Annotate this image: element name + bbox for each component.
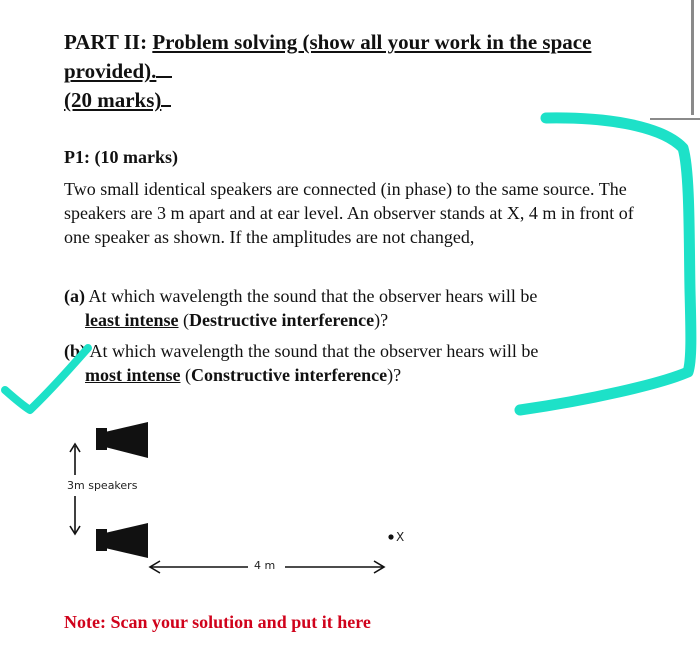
question-b-type: Constructive interference [191, 365, 388, 385]
question-a-key: least intense [85, 310, 179, 330]
question-a-tag: (a) [64, 286, 85, 306]
check-mark-icon [5, 348, 88, 410]
bracket-mark [520, 118, 691, 410]
question-b-end: )? [387, 365, 402, 385]
problem-title: P1: (10 marks) [64, 147, 178, 167]
part-title: Problem solving (show all your work in the space provided). [64, 30, 592, 83]
observer-label: X [396, 530, 405, 544]
question-a: (a) At which wavelength the sound that the observer hears will be least intense (Destructive interference)? [64, 286, 538, 330]
question-b-key: most intense [85, 365, 181, 385]
question-b-tag: (b) [64, 341, 86, 361]
part-label: PART II: [64, 30, 148, 54]
question-a-type: Destructive interference [189, 310, 375, 330]
problem-statement: Two small identical speakers are connected (in phase) to the same source. The speakers are 3 m apart and at ear level. An observer stands at X, 4 m in front of one speaker as shown. If the amplitudes are not changed, [64, 179, 634, 247]
speaker-separation-label: 3m speakers [67, 479, 138, 492]
part-marks: (20 marks) [64, 88, 162, 112]
distance-label: 4 m [254, 559, 276, 572]
question-b-lead: At which wavelength the sound that the observer hears will be [89, 341, 539, 361]
question-a-end: )? [374, 310, 389, 330]
question-a-lead: At which wavelength the sound that the observer hears will be [88, 286, 538, 306]
scan-note: Note: Scan your solution and put it here [64, 612, 371, 632]
question-b: (b) At which wavelength the sound that the observer hears will be most intense (Constructive interference)? [64, 341, 539, 385]
